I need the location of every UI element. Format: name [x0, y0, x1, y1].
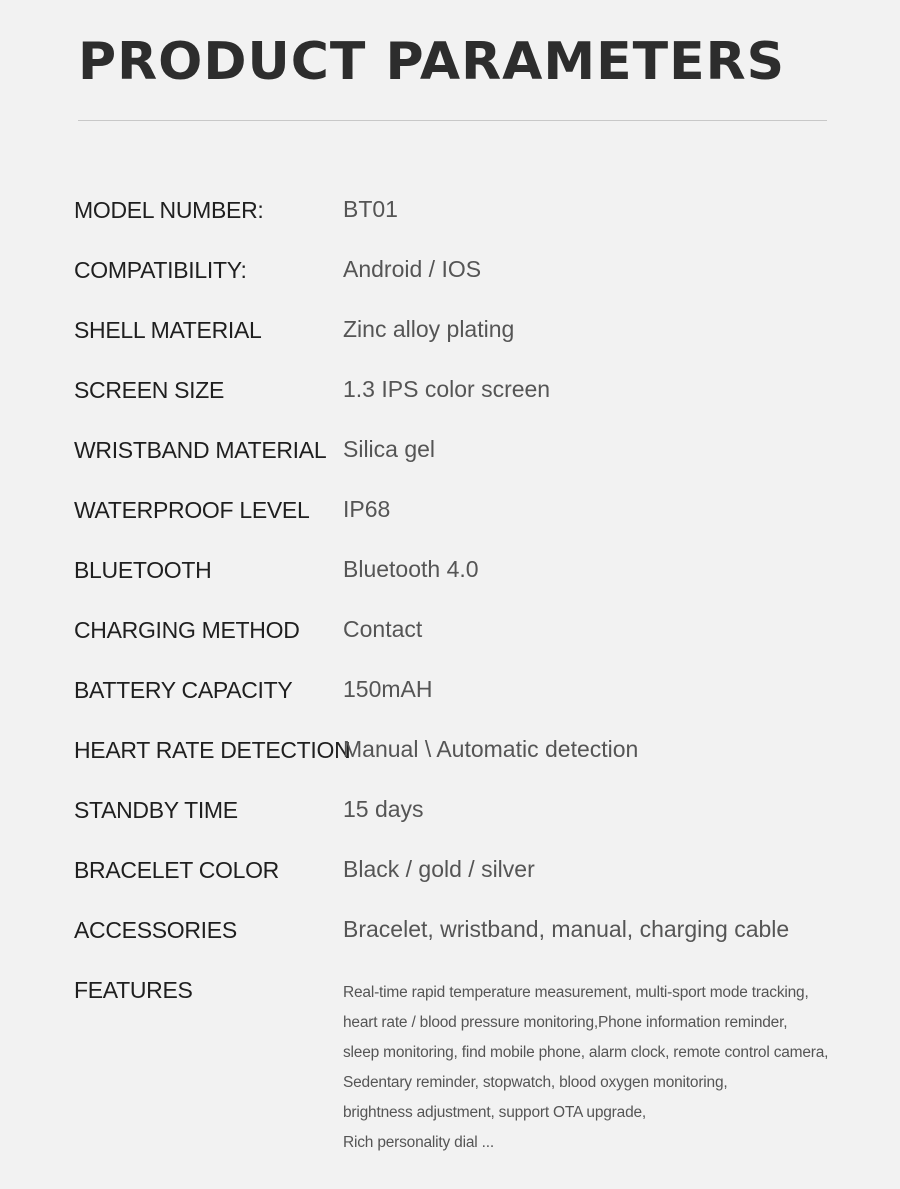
param-row-accessories: [74, 910, 864, 970]
param-label: HEART RATE DETECTION: [74, 737, 351, 763]
param-row-heart-rate-detection: [74, 730, 864, 790]
param-row-charging-method: [74, 610, 864, 670]
param-row-compatibility: [74, 250, 864, 310]
param-value: IP68: [343, 496, 391, 522]
param-row-standby-time: [74, 790, 864, 850]
param-row-wristband-material: [74, 430, 864, 490]
param-value: Zinc alloy plating: [343, 316, 515, 342]
parameters-list: [74, 190, 864, 1151]
features-list: [343, 978, 828, 1158]
feature-line: heart rate / blood pressure monitoring,Phone information reminder,: [343, 1014, 788, 1031]
param-label: STANDBY TIME: [74, 797, 238, 823]
param-value: Contact: [343, 616, 423, 642]
param-label: ACCESSORIES: [74, 917, 237, 943]
param-label: BRACELET COLOR: [74, 857, 279, 883]
param-label: SHELL MATERIAL: [74, 317, 262, 343]
param-value: BT01: [343, 196, 398, 222]
feature-line: Real-time rapid temperature measurement, multi-sport mode tracking,: [343, 984, 809, 1001]
param-row-model-number: [74, 190, 864, 250]
param-label: COMPATIBILITY:: [74, 257, 247, 283]
page-title: PRODUCT PARAMETERS: [78, 32, 786, 92]
param-label: WATERPROOF LEVEL: [74, 497, 310, 523]
param-row-screen-size: [74, 370, 864, 430]
param-value: 1.3 IPS color screen: [343, 376, 551, 402]
title-divider: [78, 120, 827, 121]
param-label: MODEL NUMBER:: [74, 197, 264, 223]
features-label: FEATURES: [74, 977, 193, 1003]
feature-line: sleep monitoring, find mobile phone, alarm clock, remote control camera,: [343, 1044, 829, 1061]
param-value: 150mAH: [343, 676, 433, 702]
param-value: Silica gel: [343, 436, 436, 462]
feature-line: brightness adjustment, support OTA upgrade,: [343, 1104, 647, 1121]
param-value: Black / gold / silver: [343, 856, 535, 882]
param-label: BATTERY CAPACITY: [74, 677, 293, 703]
param-label: SCREEN SIZE: [74, 377, 225, 403]
param-value: 15 days: [343, 796, 424, 822]
param-value: Bracelet, wristband, manual, charging cable: [343, 916, 790, 942]
param-value: Bluetooth 4.0: [343, 556, 479, 582]
param-row-waterproof-level: [74, 490, 864, 550]
param-row-shell-material: [74, 310, 864, 370]
param-label: CHARGING METHOD: [74, 617, 300, 643]
param-row-bluetooth: [74, 550, 864, 610]
param-label: WRISTBAND MATERIAL: [74, 437, 327, 463]
feature-line: Sedentary reminder, stopwatch, blood oxygen monitoring,: [343, 1074, 728, 1091]
param-row-battery-capacity: [74, 670, 864, 730]
feature-line: Rich personality dial ...: [343, 1134, 494, 1151]
param-value: Manual \ Automatic detection: [343, 736, 639, 762]
param-row-features: [74, 970, 864, 1151]
param-label: BLUETOOTH: [74, 557, 212, 583]
param-row-bracelet-color: [74, 850, 864, 910]
param-value: Android / IOS: [343, 256, 482, 282]
